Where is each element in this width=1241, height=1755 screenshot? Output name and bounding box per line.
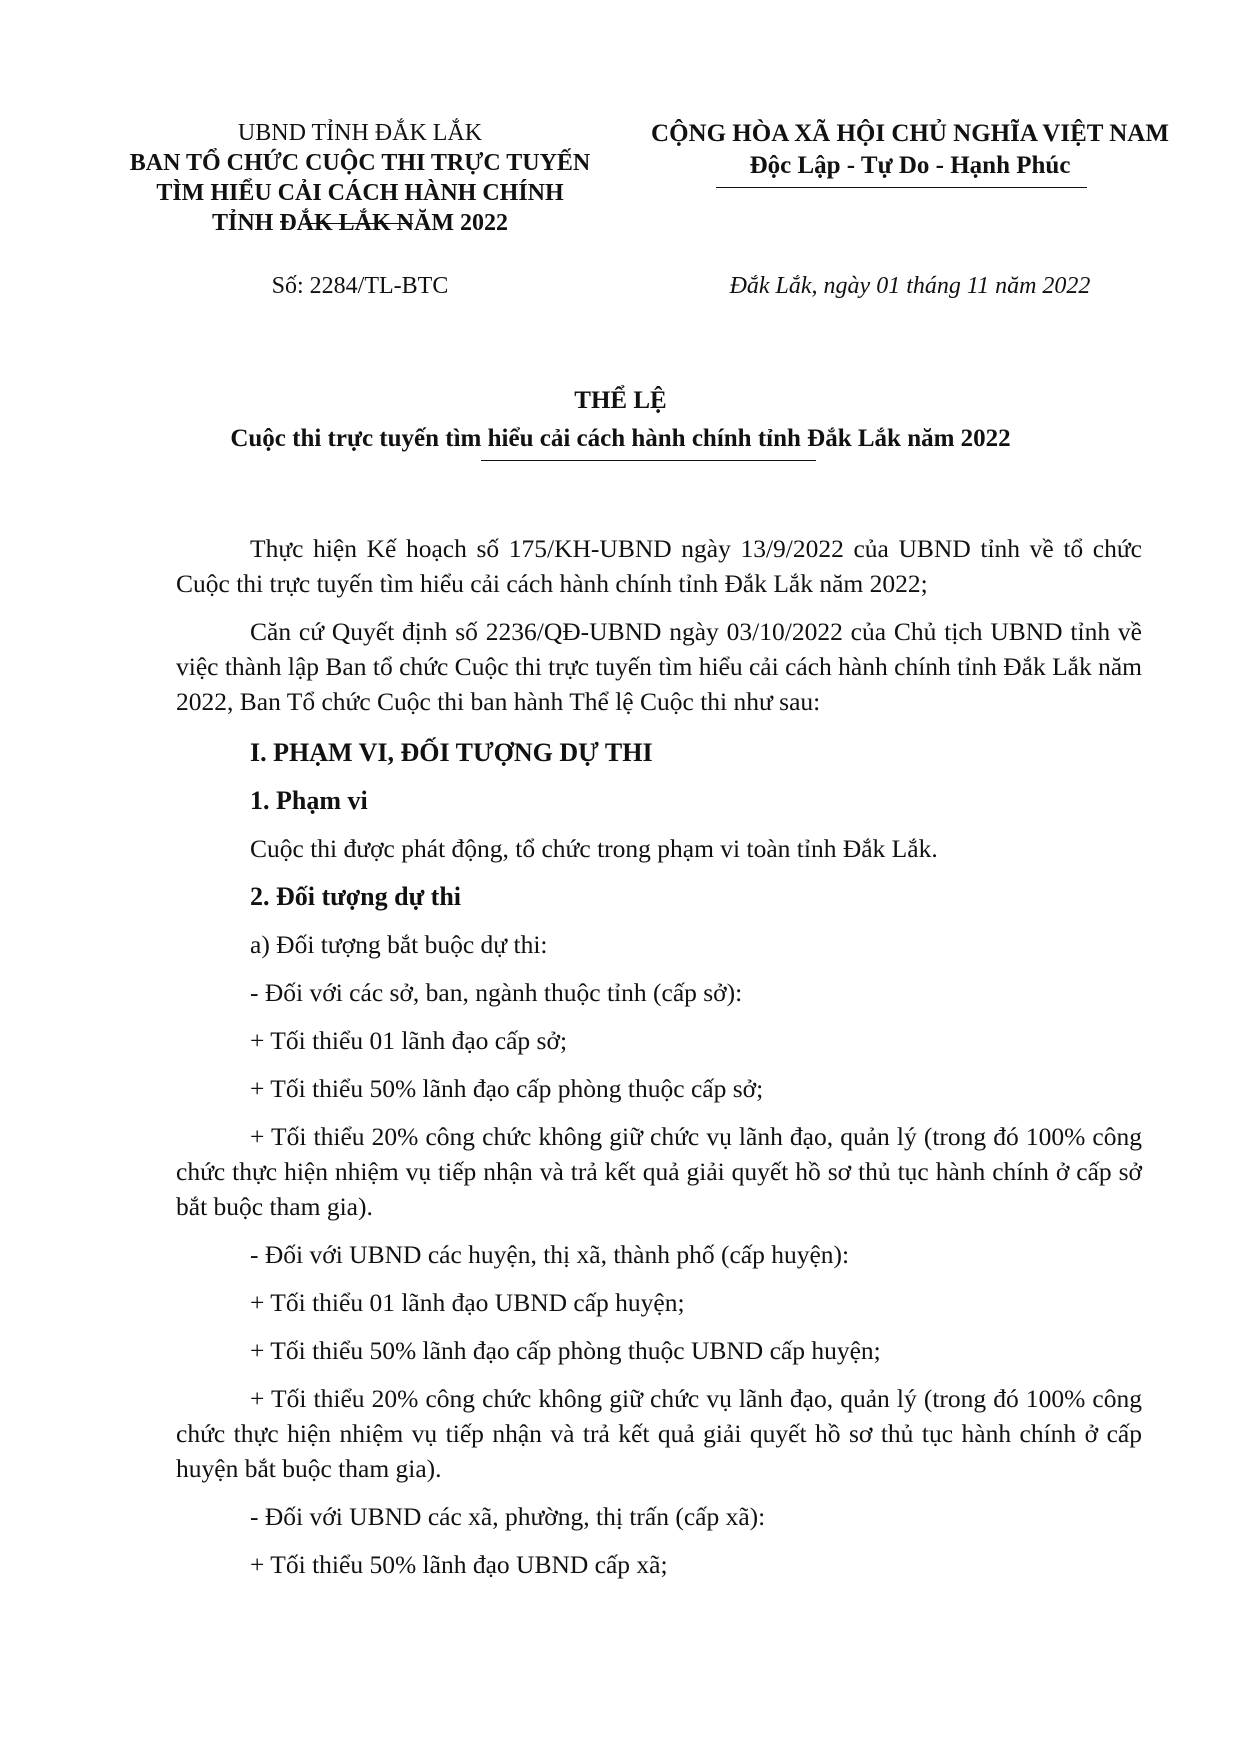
committee-line-3: TỈNH ĐẮK LẮK NĂM 2022	[211, 210, 508, 236]
subheading-participants: 2. Đối tượng dự thi	[250, 882, 462, 911]
number-value: 2284	[309, 273, 358, 299]
agency-underline	[305, 223, 413, 224]
paragraph-decision: Căn cứ Quyết định số 2236/QĐ-UBND ngày 03/10/2022 của Chủ tịch UBND tỉnh về việc thành lập Ban tổ chức Cuộc thi trực tuyến tìm hiểu cải cách hành chính tỉnh Đắk Lắk năm 2022, Ban Tổ chức Cuộc thi ban hành Thể lệ Cuộc thi như sau:	[176, 617, 1142, 716]
list-item-department-intro: - Đối với các sở, ban, ngành thuộc tỉnh (cấp sở):	[250, 978, 743, 1007]
list-item-department-1: + Tối thiểu 01 lãnh đạo cấp sở;	[250, 1026, 568, 1055]
list-item-department-3: + Tối thiểu 20% công chức không giữ chức vụ lãnh đạo, quản lý (trong đó 100% công chức thực hiện nhiệm vụ tiếp nhận và trả kết quả giải quyết hồ sơ thủ tục hành chính ở cấp sở bắt buộc tham gia).	[176, 1122, 1142, 1221]
list-item-commune-1: + Tối thiểu 50% lãnh đạo UBND cấp xã;	[250, 1550, 668, 1579]
paragraph-plan: Thực hiện Kế hoạch số 175/KH-UBND ngày 13/9/2022 của UBND tỉnh về tổ chức Cuộc thi trực tuyến tìm hiểu cải cách hành chính tỉnh Đắk Lắk năm 2022;	[176, 534, 1142, 598]
committee-line-2: TÌM HIỂU CẢI CÁCH HÀNH CHÍNH	[156, 180, 564, 206]
list-item-district-2: + Tối thiểu 50% lãnh đạo cấp phòng thuộc UBND cấp huyện;	[250, 1336, 881, 1365]
list-item-district-intro: - Đối với UBND các huyện, thị xã, thành phố (cấp huyện):	[250, 1240, 850, 1269]
paragraph-scope: Cuộc thi được phát động, tổ chức trong phạm vi toàn tỉnh Đắk Lắk.	[250, 834, 938, 863]
nation-name: CỘNG HÒA XÃ HỘI CHỦ NGHĨA VIỆT NAM	[651, 120, 1169, 147]
title-underline	[481, 460, 816, 461]
list-item-mandatory: a) Đối tượng bắt buộc dự thi:	[250, 930, 548, 959]
list-item-department-2: + Tối thiểu 50% lãnh đạo cấp phòng thuộc cấp sở;	[250, 1074, 764, 1103]
document-number	[110, 273, 610, 300]
national-motto: Độc Lập - Tự Do - Hạnh Phúc	[749, 152, 1071, 179]
motto-underline	[716, 187, 1087, 188]
section-heading-scope-participants: I. PHẠM VI, ĐỐI TƯỢNG DỰ THI	[250, 738, 653, 767]
document-title: THỂ LỆ	[574, 387, 667, 414]
list-item-district-1: + Tối thiểu 01 lãnh đạo UBND cấp huyện;	[250, 1288, 685, 1317]
number-label: Số:	[271, 273, 304, 299]
number-suffix: /TL-BTC	[357, 273, 449, 299]
agency-name: UBND TỈNH ĐẮK LẮK	[237, 120, 483, 146]
national-motto-block	[630, 118, 1190, 182]
document-subtitle: Cuộc thi trực tuyến tìm hiểu cải cách hành chính tỉnh Đắk Lắk năm 2022	[230, 425, 1011, 452]
subheading-scope: 1. Phạm vi	[250, 786, 368, 815]
issuing-agency-block	[110, 118, 610, 238]
document-body	[176, 531, 1142, 1595]
list-item-district-3: + Tối thiểu 20% công chức không giữ chức vụ lãnh đạo, quản lý (trong đó 100% công chức thực hiện nhiệm vụ tiếp nhận và trả kết quả giải quyết hồ sơ thủ tục hành chính ở cấp huyện bắt buộc tham gia).	[176, 1384, 1142, 1483]
place-date: Đắk Lắk, ngày 01 tháng 11 năm 2022	[729, 273, 1091, 299]
list-item-commune-intro: - Đối với UBND các xã, phường, thị trấn (cấp xã):	[250, 1502, 766, 1531]
committee-line-1: BAN TỔ CHỨC CUỘC THI TRỰC TUYẾN	[129, 150, 591, 176]
